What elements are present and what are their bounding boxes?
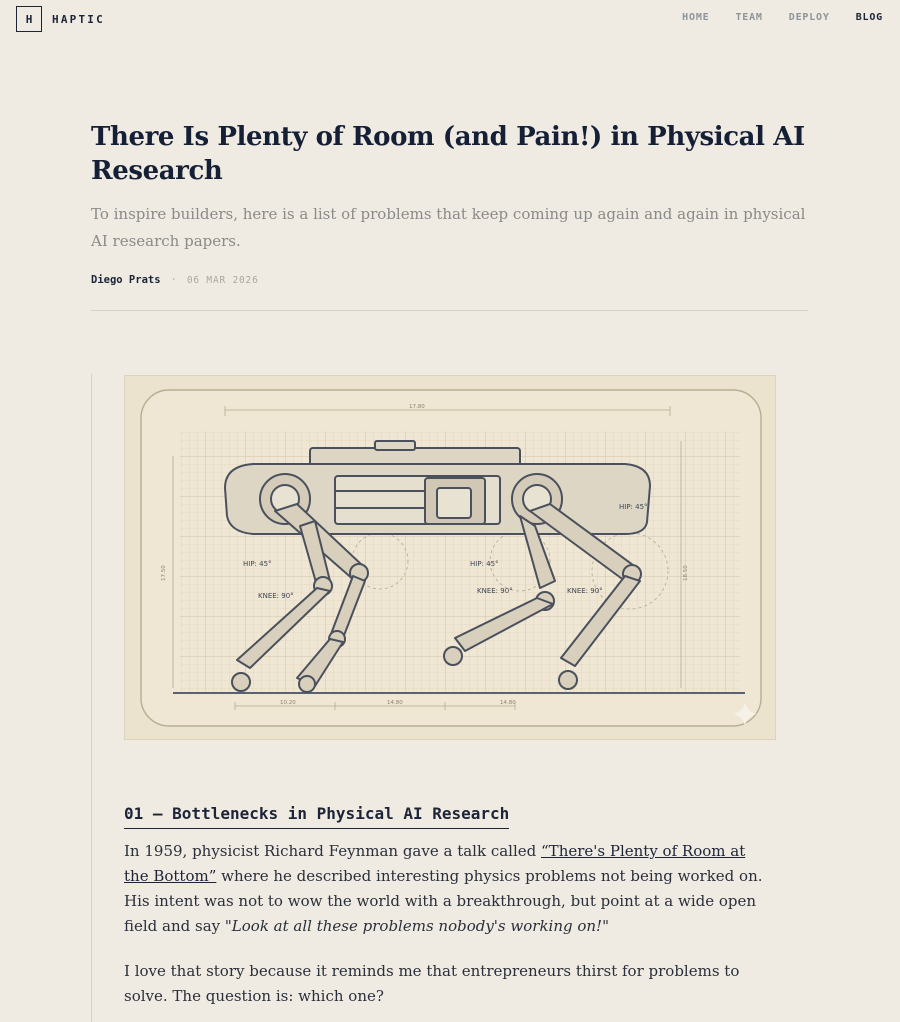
meta-separator: · <box>170 274 177 286</box>
top-navigation-bar <box>0 0 900 38</box>
dim-bottom-3: 14.80 <box>500 700 516 706</box>
nav-blog-link[interactable]: BLOG <box>855 12 883 23</box>
logo-mark-icon: H <box>16 6 42 32</box>
p1-intro-text: In 1959, physicist Richard Feynman gave a talk called <box>124 842 542 860</box>
article-meta <box>91 274 259 286</box>
paragraph-feynman <box>124 839 774 939</box>
dim-top: 17.80 <box>409 404 425 410</box>
p1-body-text: where he described interesting physics problems not being worked on. His intent was not to wow the world with a breakthrough, but point at a wide open field and say <box>124 867 763 935</box>
nav-team-link[interactable]: TEAM <box>735 12 763 23</box>
label-knee-front: KNEE: 90° <box>477 587 513 595</box>
brand-name: HAPTIC <box>52 12 105 26</box>
dim-left: 17.50 <box>161 565 167 581</box>
label-hip-front: HIP: 45° <box>470 560 499 568</box>
header-divider <box>91 310 808 311</box>
robot-dog-blueprint-image <box>124 375 776 740</box>
main-nav <box>656 12 883 23</box>
label-knee-rear: KNEE: 90° <box>258 592 294 600</box>
author-name[interactable]: Diego Prats <box>91 274 161 286</box>
dim-right: 18.50 <box>683 565 689 581</box>
dim-bottom-2: 14.80 <box>387 700 403 706</box>
content-left-rule <box>91 374 92 1022</box>
label-hip-rear: HIP: 45° <box>243 560 272 568</box>
article-subtitle: To inspire builders, here is a list of problems that keep coming up again and again in physical AI research papers. <box>91 205 806 250</box>
publish-date: 06 MAR 2026 <box>186 274 259 286</box>
nav-deploy-link[interactable]: DEPLOY <box>788 12 830 23</box>
nav-home-link[interactable]: HOME <box>682 12 710 23</box>
dim-bottom-1: 10.20 <box>280 700 296 706</box>
feynman-talk-link[interactable]: “There's Plenty of Room at the Bottom” <box>124 842 746 885</box>
article-title: There Is Plenty of Room (and Pain!) in Physical AI Research <box>91 122 805 186</box>
label-hip-front-top: HIP: 45° <box>619 503 648 511</box>
p1-quote: "Look at all these problems nobody's working on!" <box>224 917 609 935</box>
section-heading: 01 — Bottlenecks in Physical AI Research <box>124 804 509 829</box>
label-knee-front-right: KNEE: 90° <box>567 587 603 595</box>
brand-logo[interactable] <box>16 6 105 32</box>
paragraph-entrepreneurs: I love that story because it reminds me that entrepreneurs thirst for problems to solve. The question is: which one? <box>124 962 740 1005</box>
